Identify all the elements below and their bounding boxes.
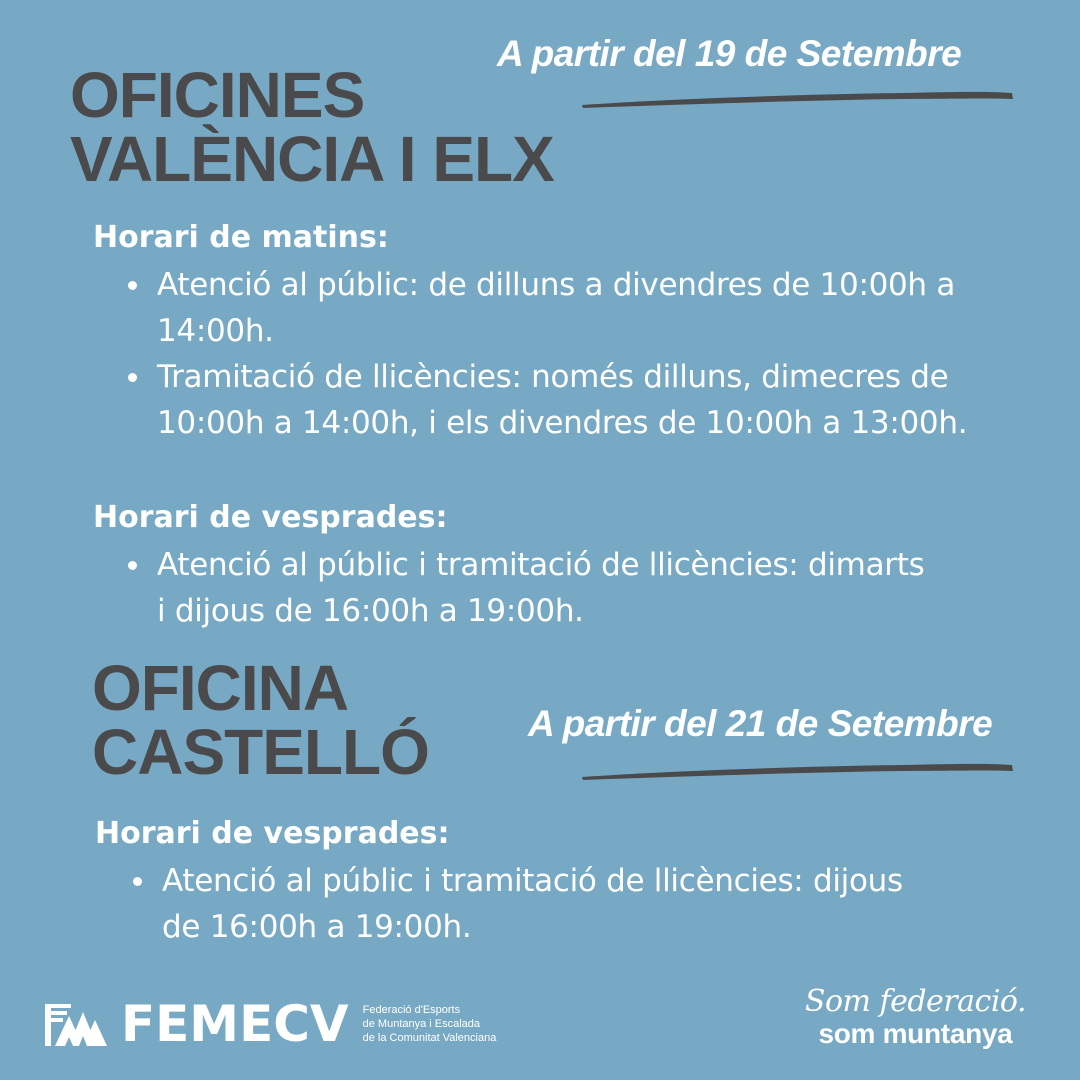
section2-title-line1: OFICINA: [92, 652, 349, 724]
section1-brush-underline: [580, 86, 1015, 110]
bullet-icon: [133, 877, 142, 886]
list-item: [124, 542, 1033, 634]
list-item: [124, 354, 1033, 446]
logo-subtitle: [363, 1003, 497, 1045]
bullet-icon: [128, 561, 137, 570]
list-item-text: Atenció al públic i tramitació de llicències: dimarts i dijous de 16:00h a 19:00h.: [157, 547, 925, 629]
list-item: [124, 262, 1033, 354]
section1-date: A partir del 19 de Setembre: [497, 33, 962, 74]
bullet-icon: [128, 281, 137, 290]
afternoon-list: [124, 542, 1033, 634]
section1-morning-block: [93, 220, 1033, 446]
slogan-line1: Som federació.: [804, 984, 1026, 1019]
list-item-text: Tramitació de llicències: només dilluns, dimecres de 10:00h a 14:00h, i els divendres de 10:00h a 13:00h.: [157, 359, 968, 441]
section1-title-line2: VALÈNCIA I ELX: [70, 123, 554, 195]
section2-date: A partir del 21 de Setembre: [528, 703, 993, 744]
slogan: [805, 985, 1026, 1049]
slogan-line2: som muntanya: [818, 1018, 1013, 1049]
section2-brush-underline: [580, 758, 1015, 782]
section1-title-line1: OFICINES: [70, 59, 365, 131]
list-item-text: Atenció al públic i tramitació de llicències: dijous de 16:00h a 19:00h.: [162, 863, 903, 945]
section2-afternoon-block: [95, 816, 1035, 950]
bullet-icon: [128, 373, 137, 382]
list-item-text: Atenció al públic: de dilluns a divendres de 10:00h a 14:00h.: [157, 267, 956, 349]
section1-title: [70, 59, 554, 195]
section1-afternoon-block: [93, 500, 1033, 634]
list-item: [129, 858, 1035, 950]
logo-subtitle-line2: de Muntanya i Escalada: [362, 1018, 481, 1030]
afternoon-list: [129, 858, 1035, 950]
logo-subtitle-line1: Federació d'Esports: [362, 1004, 461, 1016]
morning-list: [124, 262, 1033, 446]
logo-subtitle-line3: de la Comunitat Valenciana: [362, 1032, 497, 1044]
femecv-logo: [45, 995, 497, 1053]
logo-name: FEMECV: [121, 995, 349, 1053]
section2-title-line2: CASTELLÓ: [92, 716, 429, 788]
mountain-logo-icon: [45, 1000, 107, 1048]
section2-title: [92, 652, 429, 788]
afternoon-label: Horari de vesprades:: [93, 500, 448, 535]
morning-label: Horari de matins:: [93, 220, 389, 255]
afternoon-label: Horari de vesprades:: [95, 816, 450, 851]
